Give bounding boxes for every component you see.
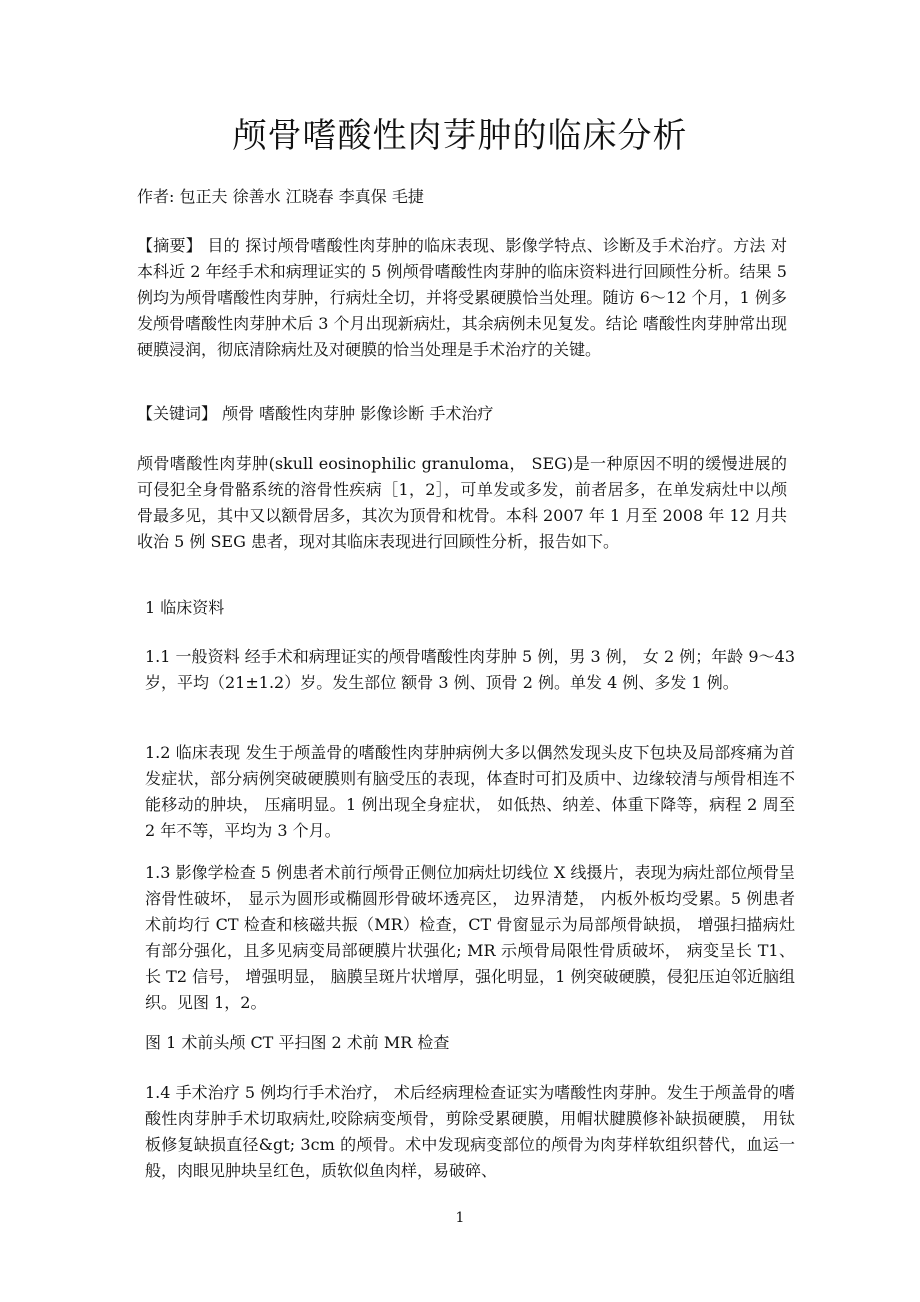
section-1-3-paragraph: 1.3 影像学检查 5 例患者术前行颅骨正侧位加病灶切线位 X 线摄片，表现为病灶部位颅骨呈溶骨性破坏， 显示为圆形或椭圆形骨破坏透亮区， 边界清楚， 内板外板均受累。5 例患者术前均行 CT 检查和核磁共振（MR）检查，CT 骨窗显示为局部颅骨缺损， 增强扫描病灶有部分强化，且多见病变局部硬膜片状强化; MR 示颅骨局限性骨质破坏， 病变呈长 T1、长 T2 信号， 增强明显， 脑膜呈斑片状增厚，强化明显，1 例突破硬膜，侵犯压迫邻近脑组织。见图 1，2。 bbox=[145, 863, 795, 1012]
section-heading-clinical-data: 1 临床资料 bbox=[145, 598, 225, 617]
figure-caption: 图 1 术前头颅 CT 平扫图 2 术前 MR 检查 bbox=[145, 1033, 450, 1052]
page-number: 1 bbox=[455, 1210, 465, 1226]
author-line: 作者: 包正夫 徐善水 江晓春 李真保 毛捷 bbox=[137, 187, 424, 206]
paper-title: 颅骨嗜酸性肉芽肿的临床分析 bbox=[232, 116, 688, 156]
section-1-1-paragraph: 1.1 一般资料 经手术和病理证实的颅骨嗜酸性肉芽肿 5 例，男 3 例， 女 2 例；年龄 9～43 岁，平均（21±1.2）岁。发生部位 额骨 3 例、顶骨 2 例。单发 4 例、多发 1 例。 bbox=[145, 647, 795, 692]
section-1-2-paragraph: 1.2 临床表现 发生于颅盖骨的嗜酸性肉芽肿病例大多以偶然发现头皮下包块及局部疼痛为首发症状，部分病例突破硬膜则有脑受压的表现，体查时可扪及质中、边缘较清与颅骨相连不能移动的肿块， 压痛明显。1 例出现全身症状， 如低热、纳差、体重下降等，病程 2 周至 2 年不等，平均为 3 个月。 bbox=[145, 743, 795, 840]
keywords-paragraph: 【关键词】 颅骨 嗜酸性肉芽肿 影像诊断 手术治疗 bbox=[137, 404, 494, 423]
section-1-4-paragraph: 1.4 手术治疗 5 例均行手术治疗， 术后经病理检查证实为嗜酸性肉芽肿。发生于颅盖骨的嗜酸性肉芽肿手术切取病灶,咬除病变颅骨，剪除受累硬膜，用帽状腱膜修补缺损硬膜， 用钛板修复缺损直径&gt; 3cm 的颅骨。术中发现病变部位的颅骨为肉芽样软组织替代，血运一般，肉眼见肿块呈红色，质软似鱼肉样，易破碎、 bbox=[145, 1083, 795, 1180]
abstract-paragraph: 【摘要】 目的 探讨颅骨嗜酸性肉芽肿的临床表现、影像学特点、诊断及手术治疗。方法 对本科近 2 年经手术和病理证实的 5 例颅骨嗜酸性肉芽肿的临床资料进行回顾性分析。结果 5 例均为颅骨嗜酸性肉芽肿，行病灶全切，并将受累硬膜恰当处理。随访 6～12 个月，1 例多发颅骨嗜酸性肉芽肿术后 3 个月出现新病灶，其余病例未见复发。结论 嗜酸性肉芽肿常出现硬膜浸润，彻底清除病灶及对硬膜的恰当处理是手术治疗的关键。 bbox=[137, 236, 787, 359]
introduction-paragraph: 颅骨嗜酸性肉芽肿(skull eosinophilic granuloma， SEG)是一种原因不明的缓慢进展的可侵犯全身骨骼系统的溶骨性疾病［1，2］，可单发或多发，前者居多，在单发病灶中以颅骨最多见，其中又以额骨居多，其次为顶骨和枕骨。本科 2007 年 1 月至 2008 年 12 月共收治 5 例 SEG 患者，现对其临床表现进行回顾性分析，报告如下。 bbox=[137, 454, 787, 551]
